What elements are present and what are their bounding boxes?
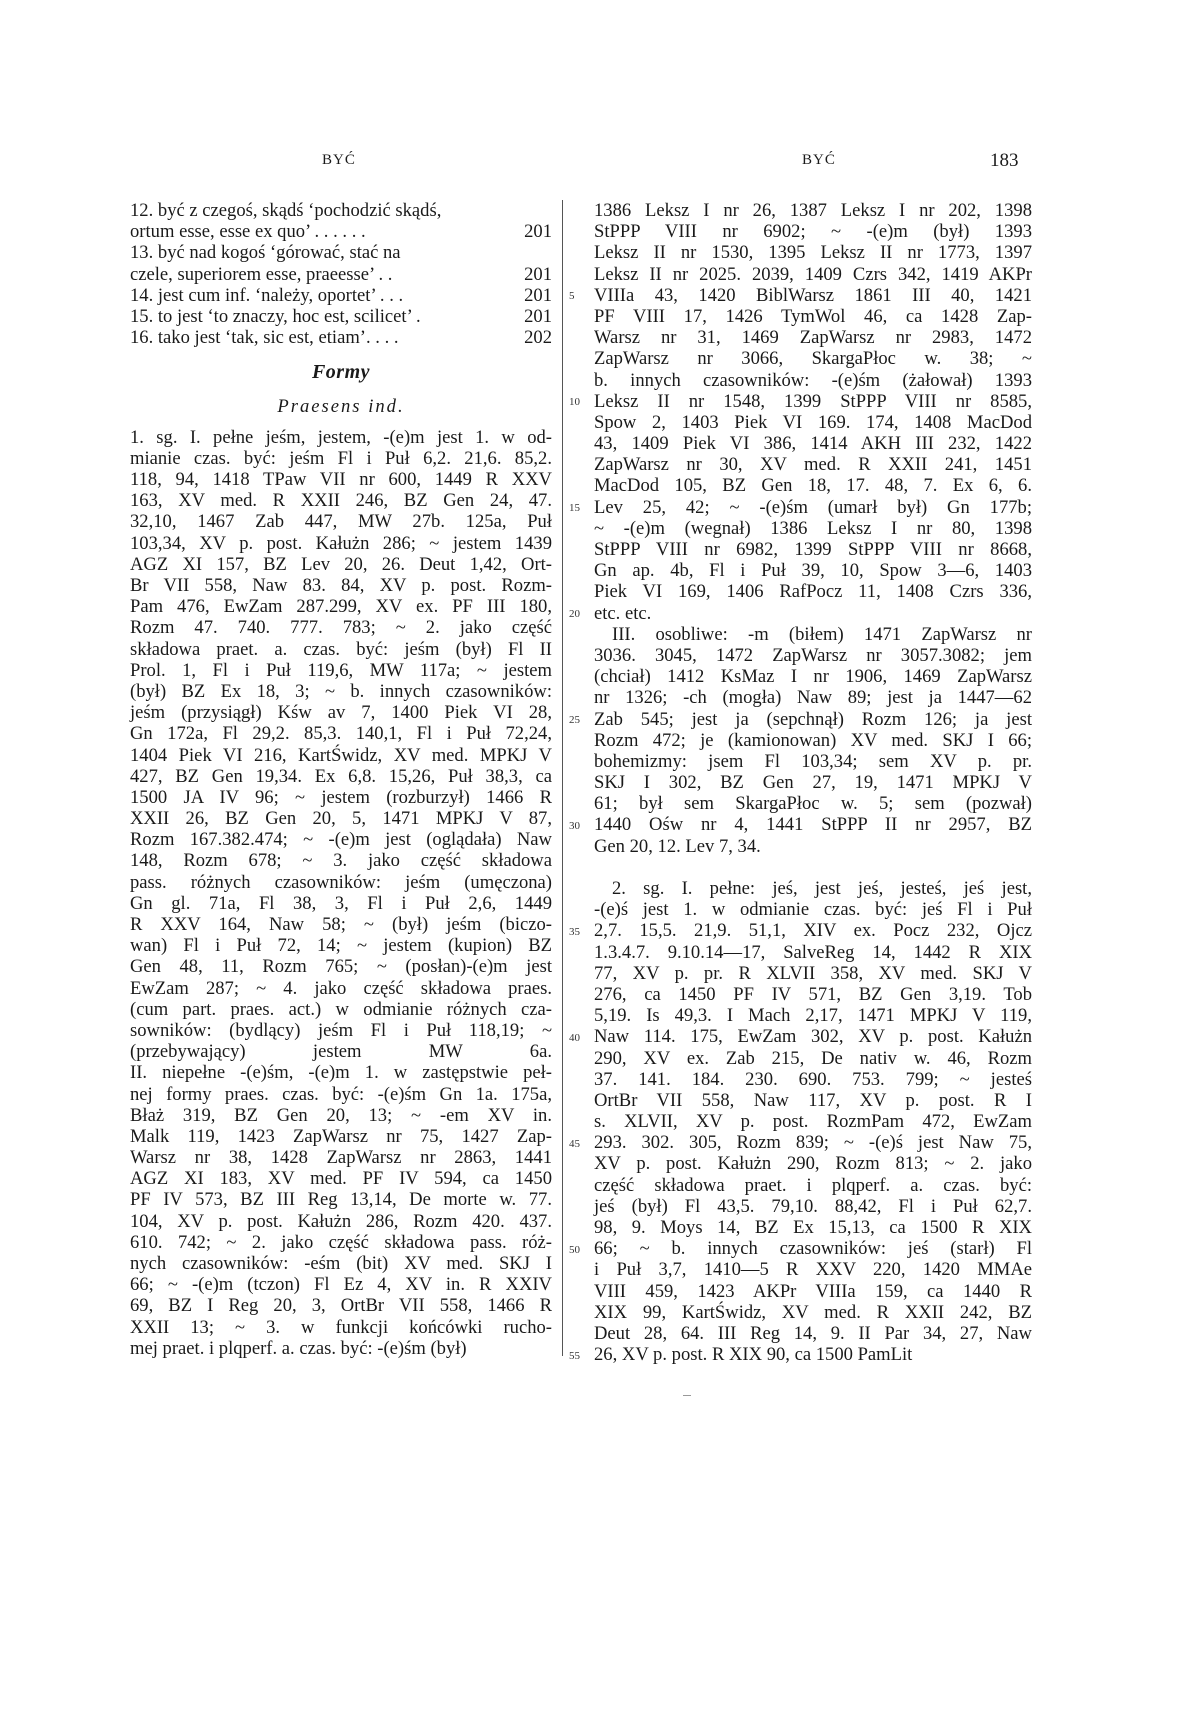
text-line: 66; ~ b. innych czasowników: jeś (starł) Fl	[594, 1238, 1032, 1260]
left-column	[130, 200, 552, 1359]
text-line: PF VIII 17, 1426 TymWol 46, ca 1428 Zap-	[594, 305, 1032, 327]
text-line: 163, XV med. R XXII 246, BZ Gen 24, 47.	[130, 490, 552, 512]
text-line: AGZ XI 157, BZ Lev 20, 26. Deut 1,42, Ort-	[130, 553, 552, 575]
text-line: Leksz II nr 1530, 1395 Leksz II nr 1773, 1397	[594, 242, 1032, 264]
text-line: -(e)ś jest 1. w odmianie czas. być: jeś Fl i Puł	[594, 899, 1032, 921]
page-number: 183	[990, 150, 1019, 171]
text-line: bohemizmy: jsem Fl 103,34; sem XV p. pr.	[594, 750, 1032, 772]
text-line: Rozm 472; je (kamionowan) XV med. SKJ I 66;	[594, 729, 1032, 751]
line-number: 30	[569, 819, 580, 832]
text-line: II. niepełne -(e)śm, -(e)m 1. w zastępstwie peł-	[130, 1062, 552, 1084]
text-line: Br VII 558, Naw 83. 84, XV p. post. Rozm-	[130, 575, 552, 596]
text-line: składowa praet. a. czas. być: jeśm (był) Fl II	[130, 638, 552, 660]
text-line: 1404 Piek VI 216, KartŚwidz, XV med. MPKJ V	[130, 744, 552, 766]
text-line: 103,34, XV p. post. Kałużn 286; ~ jestem 1439	[130, 532, 552, 554]
text-line: 104, XV p. post. Kałużn 286, Rozm 420. 437.	[130, 1210, 552, 1232]
text-line: III. osobliwe: -m (biłem) 1471 ZapWarsz nr	[612, 623, 1032, 645]
text-line: XXII 13; ~ 3. w funkcji końcówki rucho-	[130, 1316, 552, 1338]
text-line: Warsz nr 38, 1428 ZapWarsz nr 2863, 1441	[130, 1147, 552, 1169]
text-line: XV p. post. Kałużn 290, Rozm 813; ~ 2. jako	[594, 1153, 1032, 1175]
toc-page: 201	[524, 221, 552, 243]
text-line: 61; był sem SkargaPłoc w. 5; sem (pozwał)	[594, 793, 1032, 815]
text-line: (przebywający) jestem MW 6a.	[130, 1041, 552, 1063]
toc-text: czele, superiorem esse, praeesse’ . .	[130, 263, 393, 285]
text-line: etc. etc.	[594, 602, 652, 624]
text-line: 2,7. 15,5. 21,9. 51,1, XIV ex. Pocz 232, Ojcz	[594, 920, 1032, 942]
text-line: Pam 476, EwZam 287.299, XV ex. PF III 180,	[130, 596, 552, 618]
text-line: 5,19. Is 49,3. I Mach 2,17, 1471 MPKJ V 119,	[594, 1005, 1032, 1027]
text-line: 3036. 3045, 1472 ZapWarsz nr 3057.3082; jem	[594, 644, 1032, 666]
text-line: (był) BZ Ex 18, 3; ~ b. innych czasowników:	[130, 680, 552, 702]
subsection-heading: Praesens ind.	[277, 395, 405, 417]
toc-page	[516, 242, 552, 263]
text-line: Malk 119, 1423 ZapWarsz nr 75, 1427 Zap-	[130, 1125, 552, 1147]
text-line: s. XLVII, XV p. post. RozmPam 472, EwZam	[594, 1111, 1032, 1133]
text-line: SKJ I 302, BZ Gen 27, 19, 1471 MPKJ V	[594, 772, 1032, 794]
toc-entry	[130, 264, 552, 285]
toc-entry	[130, 200, 552, 221]
text-line: 32,10, 1467 Zab 447, MW 27b. 125a, Puł	[130, 511, 552, 533]
text-line: Spow 2, 1403 Piek VI 169. 174, 1408 MacDod	[594, 411, 1032, 433]
text-line: 98, 9. Moys 14, BZ Ex 15,13, ca 1500 R XIX	[594, 1217, 1032, 1238]
text-line: PF IV 573, BZ III Reg 13,14, De morte w. 77.	[130, 1189, 552, 1211]
text-line: Błaż 319, BZ Gen 20, 13; ~ -em XV in.	[130, 1104, 552, 1126]
text-line: ~ -(e)m (wegnał) 1386 Leksz I nr 80, 1398	[594, 517, 1032, 539]
text-line: jeśm (przysiągł) Kśw av 7, 1400 Piek VI 28,	[130, 702, 552, 724]
line-number: 25	[569, 713, 580, 726]
text-line: EwZam 287; ~ 4. jako część składowa praes.	[130, 977, 552, 999]
toc-text: 15. to jest ‘to znaczy, hoc est, scilicet’ .	[130, 305, 421, 327]
toc-text: ortum esse, esse ex quo’ . . . . . .	[130, 221, 366, 243]
text-line: Zab 545; jest ja (sepchnął) Rozm 126; ja jest	[594, 708, 1032, 730]
text-line: nych czasowników: -eśm (bit) XV med. SKJ I	[130, 1253, 552, 1274]
text-line: Gn ap. 4b, Fl i Puł 39, 10, Spow 3—6, 1403	[594, 560, 1032, 582]
toc-page	[516, 200, 552, 221]
toc-text: 13. być nad kogoś ‘górować, stać na	[130, 242, 401, 264]
toc-entry	[130, 221, 552, 242]
text-line: Prol. 1, Fl i Puł 119,6, MW 117a; ~ jestem	[130, 659, 552, 681]
text-line: i Puł 3,7, 1410—5 R XXV 220, 1420 MMAe	[594, 1259, 1032, 1281]
toc-text: 14. jest cum inf. ‘należy, oportet’ . . .	[130, 284, 404, 306]
text-line: jeś (był) Fl 43,5. 79,10. 88,42, Fl i Puł 62,7.	[594, 1195, 1032, 1217]
line-number: 40	[569, 1031, 580, 1044]
text-line: Lev 25, 42; ~ -(e)śm (umarł był) Gn 177b;	[594, 496, 1032, 518]
text-line: 427, BZ Gen 19,34. Ex 6,8. 15,26, Puł 38,3, ca	[130, 765, 552, 787]
text-line: Rozm 167.382.474; ~ -(e)m jest (oglądała) Naw	[130, 829, 552, 851]
text-line: wan) Fl i Puł 72, 14; ~ jestem (kupion) BZ	[130, 935, 552, 957]
text-line: R XXV 164, Naw 58; ~ (był) jeśm (biczo-	[130, 914, 552, 935]
text-line: 2. sg. I. pełne: jeś, jest jeś, jesteś, jeś jest,	[612, 878, 1032, 899]
line-number: 5	[569, 289, 575, 302]
toc-page: 201	[524, 305, 552, 327]
text-line: 293. 302. 305, Rozm 839; ~ -(e)ś jest Naw 75,	[594, 1132, 1032, 1154]
text-line: 26, XV p. post. R XIX 90, ca 1500 PamLit	[594, 1344, 913, 1366]
toc-entry	[130, 285, 552, 306]
text-line: Gn 172a, Fl 29,2. 85,3. 140,1, Fl i Puł 72,24,	[130, 723, 552, 745]
toc-entry	[130, 327, 552, 348]
text-line: 77, XV p. pr. R XLVII 358, XV med. SKJ V	[594, 962, 1032, 984]
text-line: Gen 48, 11, Rozm 765; ~ (posłan)-(e)m jest	[130, 956, 552, 978]
text-line: XIX 99, KartŚwidz, XV med. R XXII 242, BZ	[594, 1301, 1032, 1323]
text-line: StPPP VIII nr 6902; ~ -(e)m (był) 1393	[594, 221, 1032, 243]
text-line: Naw 114. 175, EwZam 302, XV p. post. Kałużn	[594, 1026, 1032, 1048]
text-line: Warsz nr 31, 1469 ZapWarsz nr 2983, 1472	[594, 327, 1032, 349]
text-line: Gen 20, 12. Lev 7, 34.	[594, 835, 761, 857]
text-line: 43, 1409 Piek VI 386, 1414 AKH III 232, 1422	[594, 433, 1032, 455]
text-line: pass. różnych czasowników: jeśm (umęczona)	[130, 871, 552, 893]
text-line: AGZ XI 183, XV med. PF IV 594, ca 1450	[130, 1168, 552, 1190]
text-line: 610. 742; ~ 2. jako część składowa pass. róż-	[130, 1231, 552, 1253]
running-head-left: BYĆ	[322, 152, 356, 168]
text-line: Piek VI 169, 1406 RafPocz 11, 1408 Czrs 336,	[594, 581, 1032, 603]
text-line: nej formy praes. czas. być: -(e)śm Gn 1a. 175a,	[130, 1083, 552, 1105]
text-line: Leksz II nr 1548, 1399 StPPP VIII nr 8585,	[594, 390, 1032, 412]
text-line: Rozm 47. 740. 777. 783; ~ 2. jako część	[130, 617, 552, 639]
toc-page: 201	[524, 284, 552, 306]
text-line: VIII 459, 1423 AKPr VIIIa 159, ca 1440 R	[594, 1280, 1032, 1302]
text-line: (cum part. praes. act.) w odmianie różnych cza-	[130, 998, 552, 1020]
text-line: 290, XV ex. Zab 215, De nativ w. 46, Rozm	[594, 1047, 1032, 1069]
text-line: 1. sg. I. pełne jeśm, jestem, -(e)m jest 1. w od-	[130, 426, 552, 448]
text-line: MacDod 105, BZ Gen 18, 17. 48, 7. Ex 6, 6.	[594, 475, 1032, 497]
text-line: 118, 94, 1418 TPaw VII nr 600, 1449 R XXV	[130, 469, 552, 491]
line-number: 20	[569, 607, 580, 620]
text-line: 1500 JA IV 96; ~ jestem (rozburzył) 1466 R	[130, 786, 552, 808]
column-divider	[562, 200, 563, 1356]
section-heading: Formy	[311, 361, 371, 384]
text-line: nr 1326; -ch (mogła) Naw 89; jest ja 1447—62	[594, 687, 1032, 709]
text-line: b. innych czasowników: -(e)śm (żałował) 1393	[594, 369, 1032, 391]
line-number: 45	[569, 1137, 580, 1150]
toc-text: 16. tako jest ‘tak, sic est, etiam’. . . .	[130, 327, 399, 349]
text-line: sowników: (bydlący) jeśm Fl i Puł 118,19; ~	[130, 1019, 552, 1041]
blank-line	[594, 857, 1032, 878]
text-line: 276, ca 1450 PF IV 571, BZ Gen 3,19. Tob	[594, 983, 1032, 1005]
text-line: część składowa praet. i plqperf. a. czas. być:	[594, 1174, 1032, 1196]
text-line: mianie czas. być: jeśm Fl i Puł 6,2. 21,6. 85,2.	[130, 447, 552, 469]
text-line: 1386 Leksz I nr 26, 1387 Leksz I nr 202, 1398	[594, 200, 1032, 221]
text-line: (chciał) 1412 KsMaz I nr 1906, 1469 ZapWarsz	[594, 666, 1032, 688]
toc-text: 12. być z czegoś, skądś ‘pochodzić skądś,	[130, 200, 442, 221]
running-head-right: BYĆ	[802, 152, 836, 168]
toc-page: 201	[524, 263, 552, 285]
text-line: 1440 Ośw nr 4, 1441 StPPP II nr 2957, BZ	[594, 814, 1032, 836]
line-number: 10	[569, 395, 580, 408]
text-line: 1.3.4.7. 9.10.14—17, SalveReg 14, 1442 R XIX	[594, 941, 1032, 963]
toc-entry	[130, 306, 552, 327]
text-line: ZapWarsz nr 3066, SkargaPłoc w. 38; ~	[594, 348, 1032, 370]
text-line: Deut 28, 64. III Reg 14, 9. II Par 34, 27, Naw	[594, 1322, 1032, 1344]
toc-entry	[130, 242, 552, 263]
text-line: Gn gl. 71a, Fl 38, 3, Fl i Puł 2,6, 1449	[130, 892, 552, 914]
text-line: StPPP VIII nr 6982, 1399 StPPP VIII nr 8668,	[594, 539, 1032, 560]
text-line: 69, BZ I Reg 20, 3, OrtBr VII 558, 1466 R	[130, 1295, 552, 1317]
line-number: 15	[569, 501, 580, 514]
text-line: 66; ~ -(e)m (tczon) Fl Ez 4, XV in. R XXIV	[130, 1274, 552, 1296]
text-line: ZapWarsz nr 30, XV med. R XXII 241, 1451	[594, 454, 1032, 476]
text-line: OrtBr VII 558, Naw 117, XV p. post. R I	[594, 1089, 1032, 1111]
line-number: 50	[569, 1243, 580, 1256]
line-number: 35	[569, 925, 580, 938]
page-mark	[683, 1395, 691, 1396]
text-line: mej praet. i plqperf. a. czas. być: -(e)śm (był)	[130, 1337, 467, 1359]
text-line: Leksz II nr 2025. 2039, 1409 Czrs 342, 1419 AKPr	[594, 263, 1032, 285]
right-column	[594, 200, 1032, 1365]
text-line: 148, Rozm 678; ~ 3. jako część składowa	[130, 850, 552, 872]
text-line: VIIIa 43, 1420 BiblWarsz 1861 III 40, 1421	[594, 284, 1032, 306]
text-line: 37. 141. 184. 230. 690. 753. 799; ~ jesteś	[594, 1068, 1032, 1090]
toc-page: 202	[524, 327, 552, 349]
text-line: XXII 26, BZ Gen 20, 5, 1471 MPKJ V 87,	[130, 808, 552, 830]
line-number: 55	[569, 1349, 580, 1362]
